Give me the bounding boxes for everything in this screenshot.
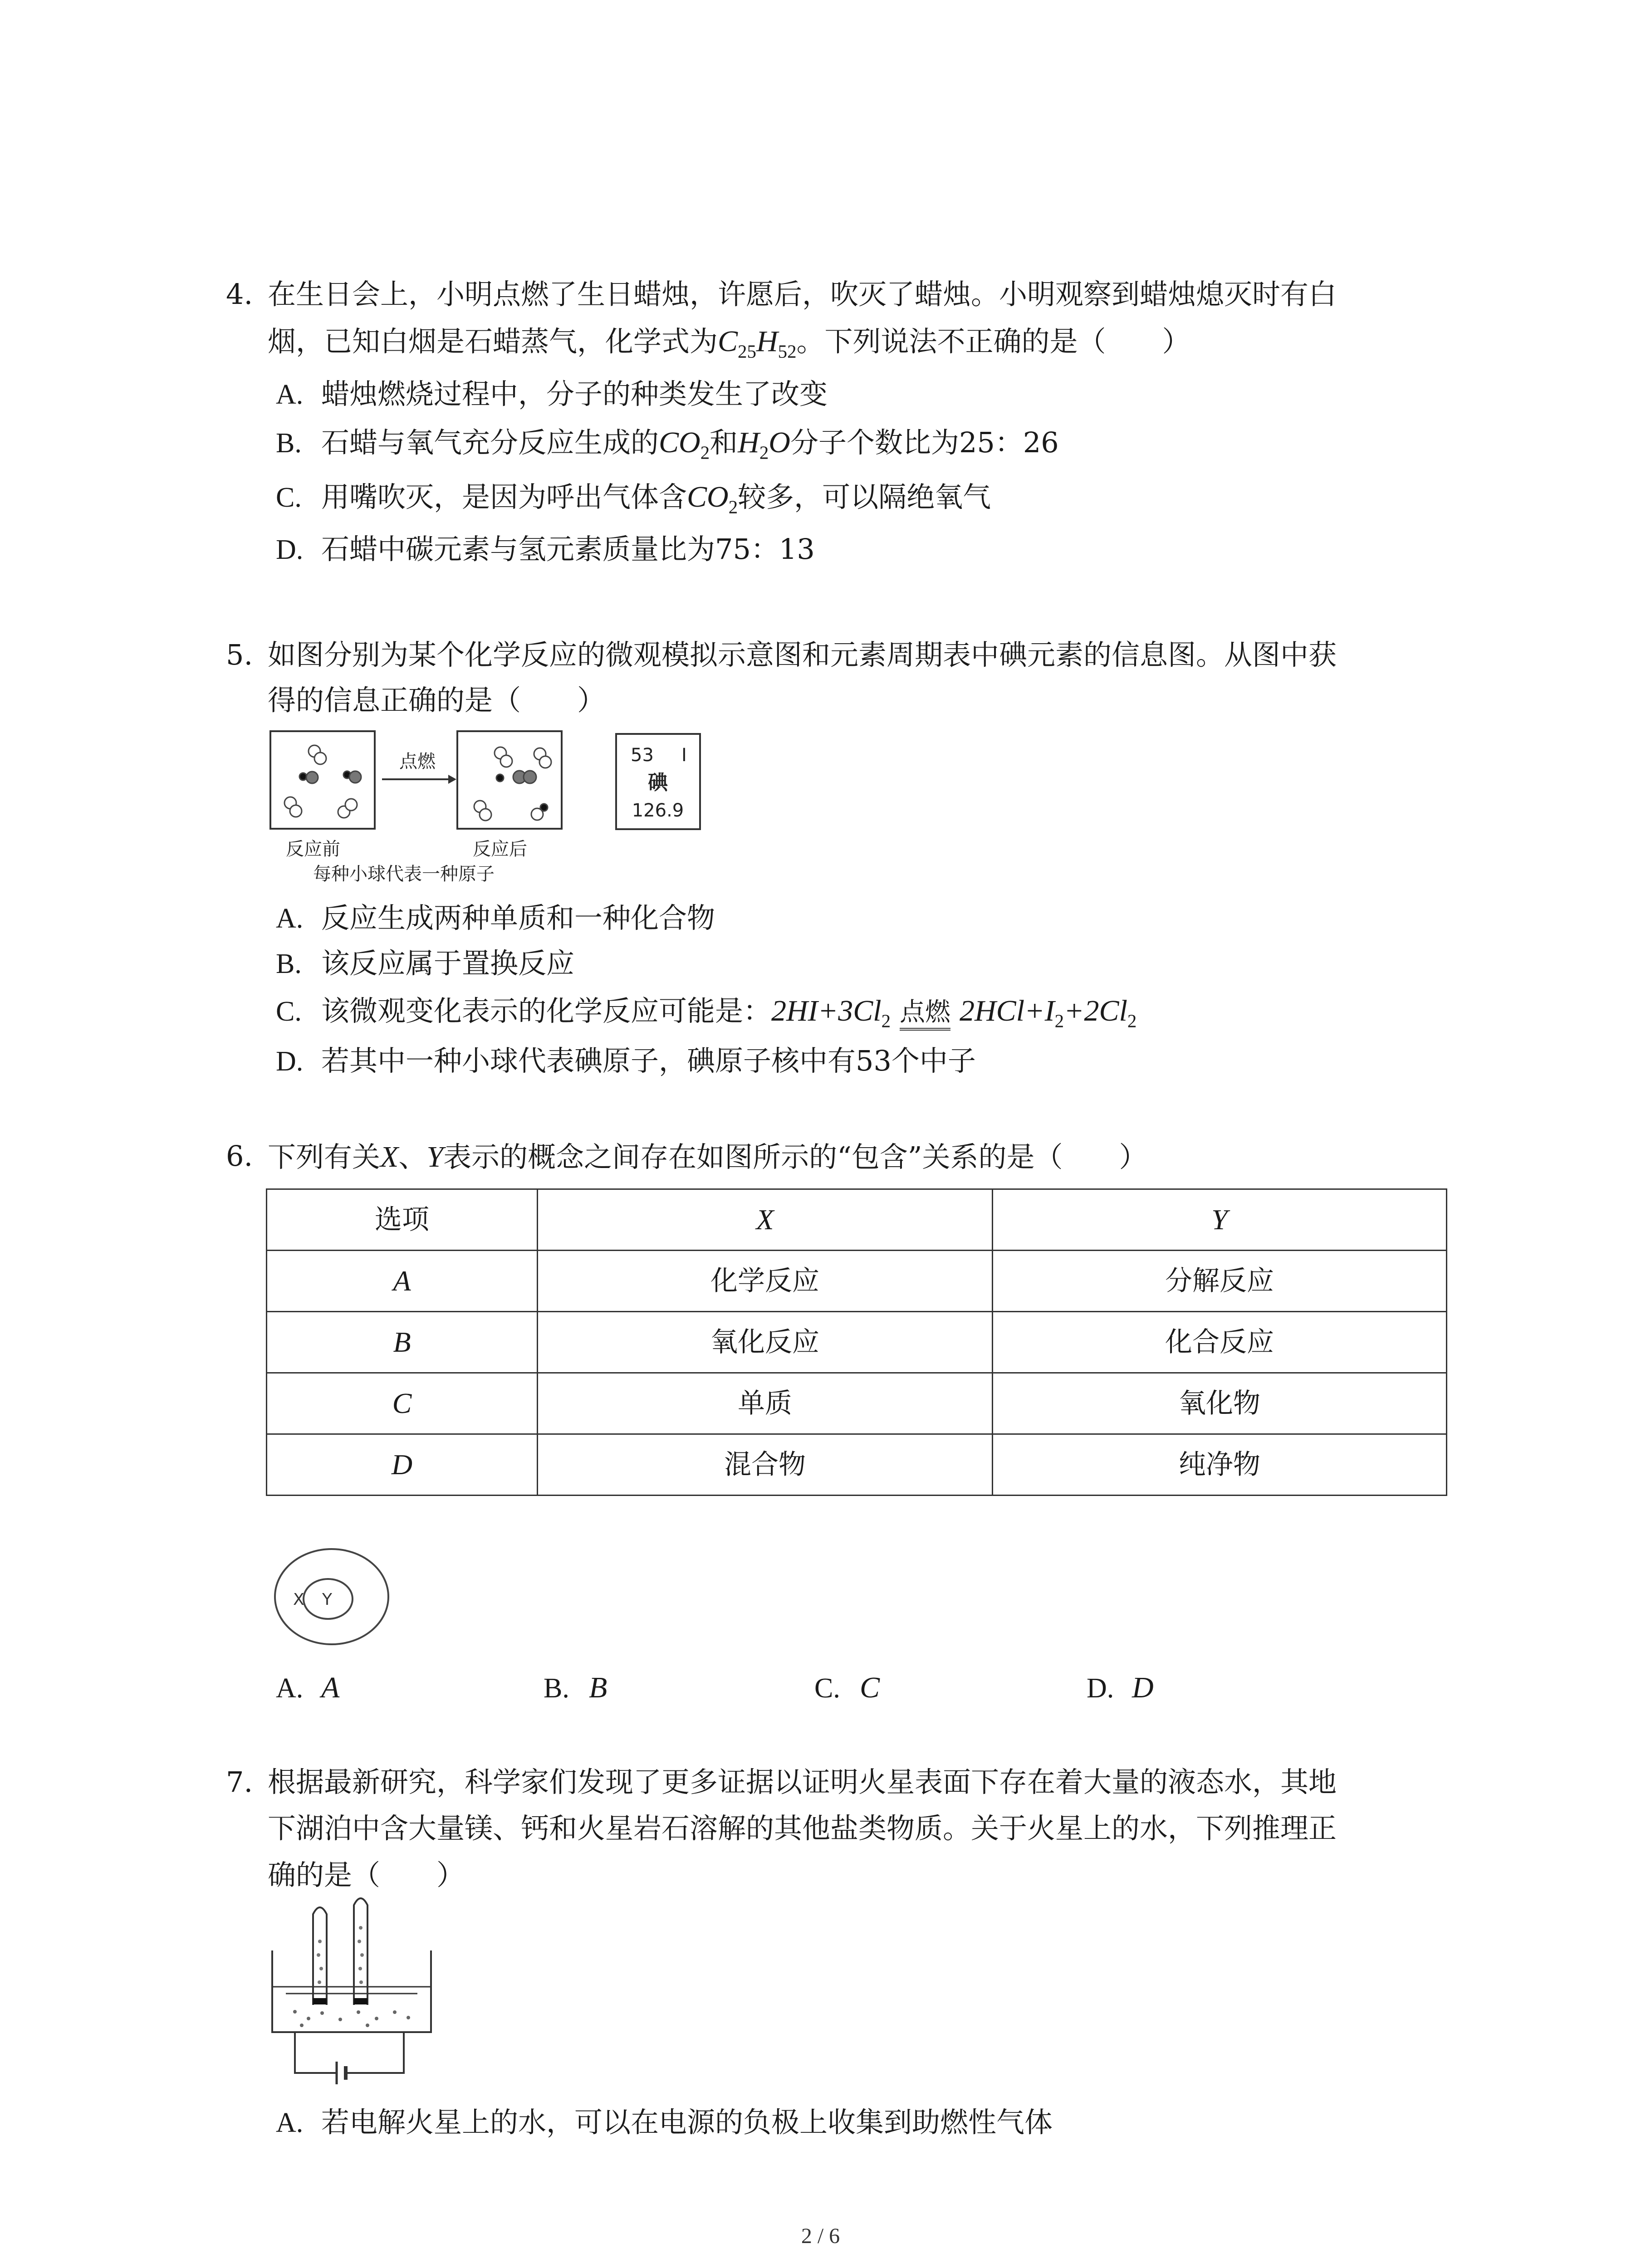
q6-answer-a[interactable]: A. A bbox=[276, 1671, 340, 1704]
q6-table bbox=[266, 1188, 1447, 1496]
venn-inner-label: Y bbox=[322, 1590, 332, 1609]
q7-option-a[interactable]: A. 若电解火星上的水，可以在电源的负极上收集到助燃性气体 bbox=[276, 2106, 1053, 2139]
page-number: 2 / 6 bbox=[801, 2224, 840, 2248]
after-molecules bbox=[474, 747, 551, 821]
electrolysis-apparatus bbox=[268, 1896, 440, 2096]
after-label: 反应后 bbox=[473, 839, 527, 860]
q7-stem-line3: 确的是（ ） bbox=[268, 1858, 465, 1892]
arrow-label: 点燃 bbox=[399, 751, 436, 772]
before-molecules bbox=[284, 745, 361, 818]
venn-diagram bbox=[271, 1547, 394, 1651]
table-cell: 化合反应 bbox=[993, 1312, 1447, 1373]
q6-answer-c[interactable]: C. C bbox=[814, 1671, 880, 1704]
table-header: 选项 bbox=[267, 1189, 538, 1251]
element-number: 53 bbox=[631, 745, 654, 766]
q4-option-c[interactable]: C. 用嘴吹灭，是因为呼出气体含$CO_2$较多，可以隔绝氧气 bbox=[276, 480, 991, 518]
table-header: Y bbox=[993, 1189, 1447, 1251]
q4-stem-tail: 。下列说法不正确的是（ ） bbox=[796, 325, 1190, 358]
venn-outer-label: X bbox=[293, 1590, 304, 1609]
table-cell: D bbox=[267, 1434, 538, 1496]
q4-formula: $C_{25}H_{52}$ bbox=[718, 325, 797, 362]
table-row bbox=[267, 1434, 1447, 1496]
q6-stem: 下列有关X、Y表示的概念之间存在如图所示的“包含”关系的是（ ） bbox=[268, 1140, 1147, 1173]
figure-caption: 每种小球代表一种原子 bbox=[313, 864, 495, 885]
q6-answer-b[interactable]: B. B bbox=[544, 1671, 607, 1704]
q4-stem-line2 bbox=[268, 323, 1190, 361]
q5-option-d[interactable]: D. 若其中一种小球代表碘原子，碘原子核中有53个中子 bbox=[276, 1044, 976, 1077]
table-cell: 单质 bbox=[538, 1373, 993, 1434]
table-cell: 化学反应 bbox=[538, 1251, 993, 1312]
q5-option-b[interactable]: B. 该反应属于置换反应 bbox=[276, 947, 575, 980]
q5-option-c[interactable]: C. 该微观变化表示的化学反应可能是：$2HI+3Cl_2$ 点燃 $2HCl+I_2+2Cl_2$ bbox=[276, 994, 1137, 1031]
table-row bbox=[267, 1312, 1447, 1373]
table-cell: C bbox=[267, 1373, 538, 1434]
table-row bbox=[267, 1373, 1447, 1434]
element-symbol: I bbox=[681, 745, 687, 766]
q4-option-d[interactable]: D. 石蜡中碳元素与氢元素质量比为75：13 bbox=[276, 533, 815, 566]
q7-stem-line2: 下湖泊中含大量镁、钙和火星岩石溶解的其他盐类物质。关于火星上的水，下列推理正 bbox=[268, 1812, 1337, 1845]
table-header: X bbox=[538, 1189, 993, 1251]
table-cell: 氧化物 bbox=[993, 1373, 1447, 1434]
q5-stem-line1: 如图分别为某个化学反应的微观模拟示意图和元素周期表中碘元素的信息图。从图中获 bbox=[268, 638, 1337, 671]
q6-number: 6. bbox=[226, 1139, 253, 1173]
reaction-condition: 点燃 bbox=[900, 997, 950, 1031]
q5-stem-line2: 得的信息正确的是（ ） bbox=[268, 684, 606, 717]
q7-number: 7. bbox=[226, 1765, 253, 1799]
table-cell: A bbox=[267, 1251, 538, 1312]
table-cell: 纯净物 bbox=[993, 1434, 1447, 1496]
q5-reaction-figure bbox=[268, 726, 744, 894]
q4-stem-text: 烟，已知白烟是石蜡蒸气，化学式为 bbox=[268, 325, 718, 358]
q5-number: 5. bbox=[226, 638, 253, 671]
before-label: 反应前 bbox=[286, 839, 340, 860]
table-cell: 氧化反应 bbox=[538, 1312, 993, 1373]
q4-option-a[interactable]: A. 蜡烛燃烧过程中，分子的种类发生了改变 bbox=[276, 377, 828, 411]
q6-answer-d[interactable]: D. D bbox=[1087, 1671, 1154, 1704]
table-cell: 混合物 bbox=[538, 1434, 993, 1496]
element-name: 碘 bbox=[648, 771, 668, 794]
q5-option-a[interactable]: A. 反应生成两种单质和一种化合物 bbox=[276, 901, 715, 934]
table-cell: 分解反应 bbox=[993, 1251, 1447, 1312]
q4-stem-line1: 在生日会上，小明点燃了生日蜡烛，许愿后，吹灭了蜡烛。小明观察到蜡烛熄灭时有白 bbox=[268, 278, 1337, 311]
table-cell: B bbox=[267, 1312, 538, 1373]
table-header-row bbox=[267, 1189, 1447, 1251]
table-row bbox=[267, 1251, 1447, 1312]
q4-option-b[interactable]: B. 石蜡与氧气充分反应生成的$CO_2$和$H_2O$分子个数比为25：26 bbox=[276, 426, 1059, 463]
q7-stem-line1: 根据最新研究，科学家们发现了更多证据以证明火星表面下存在着大量的液态水，其地 bbox=[268, 1765, 1337, 1799]
element-mass: 126.9 bbox=[632, 800, 684, 821]
q4-number: 4. bbox=[226, 278, 253, 311]
